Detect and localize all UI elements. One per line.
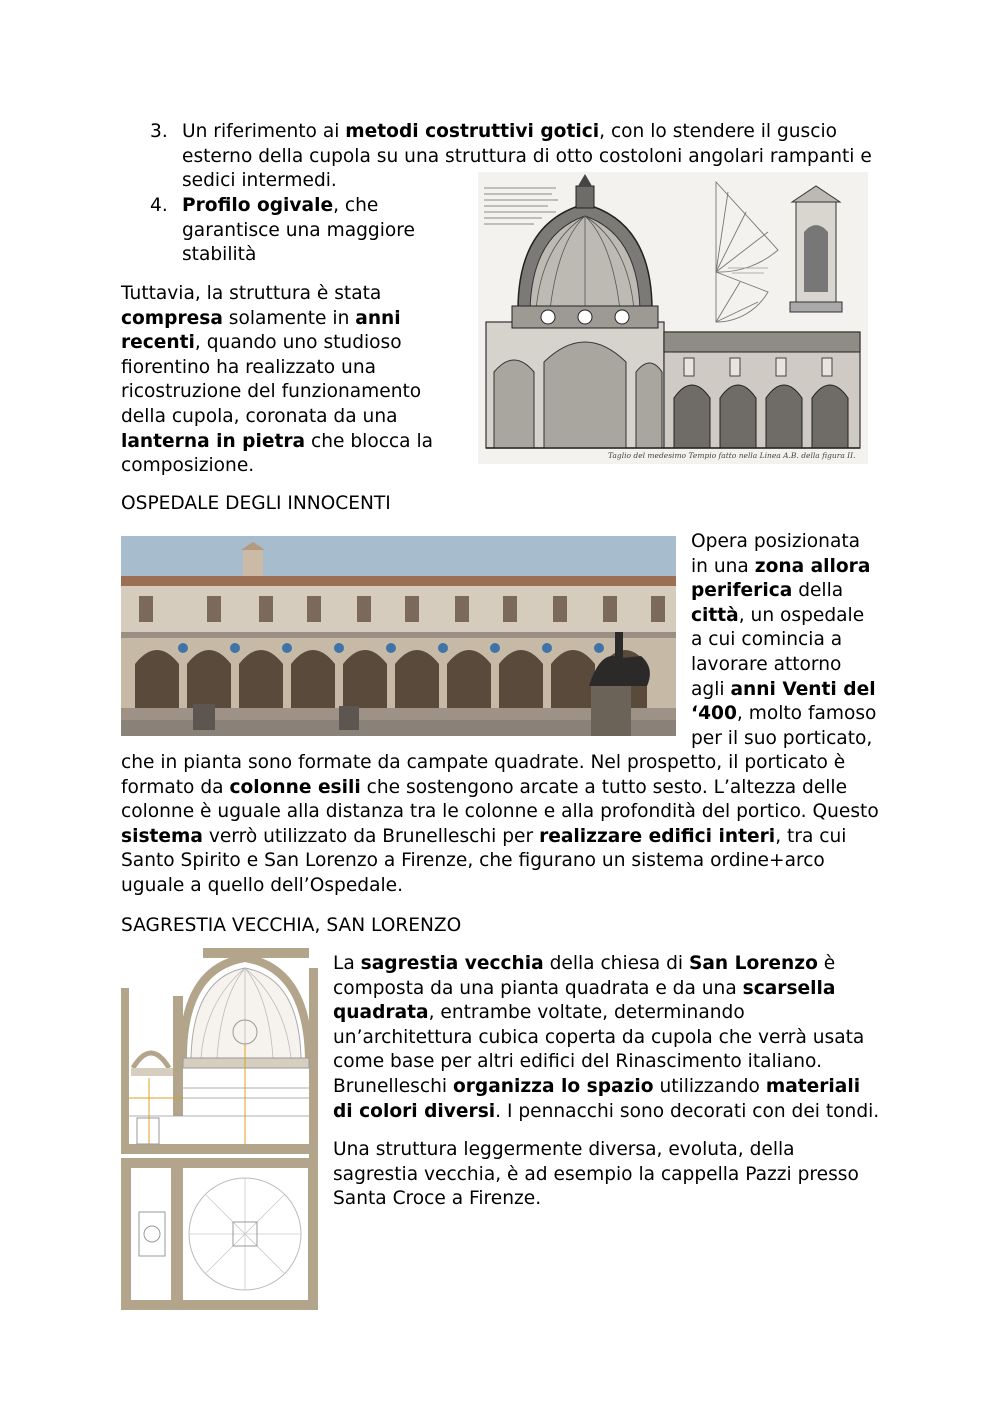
text-line: La sagrestia vecchia della chiesa di San Lorenzo è <box>333 953 836 974</box>
text-line: per il suo porticato, <box>691 727 873 749</box>
text-line: città, un ospedale <box>691 604 865 626</box>
text-line: garantisce una maggiore <box>182 219 415 241</box>
text-line: di colori diversi. I pennacchi sono decorati con dei tondi. <box>333 1100 880 1122</box>
cupola-section-engraving <box>478 172 868 464</box>
text-line: compresa solamente in anni <box>121 307 401 329</box>
list-item-4 <box>182 194 462 268</box>
text-line: lanterna in pietra che blocca la <box>121 430 434 452</box>
text-line: in una zona allora <box>691 555 871 577</box>
text-line: agli anni Venti del <box>691 678 876 700</box>
text-line: quadrata, entrambe voltate, determinando <box>333 1002 745 1024</box>
bold-text: lanterna in pietra <box>121 430 306 452</box>
sagrestia-drawing <box>121 948 318 1310</box>
text-line: formato da colonne esili che sostengono arcate a tutto sesto. L’altezza delle <box>121 776 848 798</box>
bold-text: anni <box>355 307 401 329</box>
text-line: come base per altri edifici del Rinascimento italiano. <box>333 1051 822 1073</box>
heading-ospedale: OSPEDALE DEGLI INNOCENTI <box>121 493 391 514</box>
bold-text: di colori diversi <box>333 1100 496 1122</box>
text-line: della cupola, coronata da una <box>121 405 398 427</box>
text-line: a cui comincia a <box>691 629 843 651</box>
heading-sagrestia: SAGRESTIA VECCHIA, SAN LORENZO <box>121 915 462 936</box>
text-line: ‘400, molto famoso <box>691 703 877 725</box>
cupola-paragraph <box>121 282 461 479</box>
text-line: uguale a quello dell’Ospedale. <box>121 874 403 896</box>
text-line: ricostruzione del funzionamento <box>121 381 422 403</box>
text-line: che in pianta sono formate da campate quadrate. Nel prospetto, il porticato è <box>121 752 846 773</box>
text-line: stabilità <box>182 244 257 266</box>
bold-text: sistema <box>121 825 203 847</box>
bold-text: città <box>691 604 739 626</box>
text-line: composta da una pianta quadrata e da una scarsella <box>333 977 836 999</box>
text-line: Opera posizionata <box>691 531 861 552</box>
bold-text: realizzare edifici interi <box>539 825 776 847</box>
bold-text: anni Venti del <box>730 678 876 700</box>
list-number-3: 3. <box>150 121 168 142</box>
bold-text: colonne esili <box>229 776 361 798</box>
bold-text: ‘400 <box>691 703 737 725</box>
bold-text: compresa <box>121 307 223 329</box>
text-line: composizione. <box>121 455 255 477</box>
bold-text: materiali <box>765 1075 861 1097</box>
text-line: recenti, quando uno studioso <box>121 332 402 354</box>
text-line: un’architettura cubica coperta da cupola che verrà usata <box>333 1026 865 1048</box>
ospedale-photo <box>121 536 676 736</box>
sagrestia-paragraph-2 <box>333 1138 893 1212</box>
list-number-4: 4. <box>150 195 168 216</box>
text-line: Brunelleschi organizza lo spazio utilizzando materiali <box>333 1075 861 1097</box>
bold-text: recenti <box>121 332 195 354</box>
text-line: Una struttura leggermente diversa, evoluta, della <box>333 1139 795 1160</box>
bold-text: zona allora <box>754 555 871 577</box>
bold-text: sagrestia vecchia <box>360 953 544 974</box>
bold-text: San Lorenzo <box>688 953 818 974</box>
text-line: Profilo ogivale, che <box>182 195 379 216</box>
text-line: Santa Croce a Firenze. <box>333 1188 542 1210</box>
text-line: sistema verrò utilizzato da Brunelleschi per realizzare edifici interi, tra cui <box>121 825 847 847</box>
text-line: lavorare attorno <box>691 653 842 675</box>
bold-text: quadrata <box>333 1002 429 1024</box>
bold-text: organizza lo spazio <box>452 1075 654 1097</box>
text-line: periferica della <box>691 580 844 602</box>
ospedale-side-text <box>691 530 891 751</box>
text-line: colonne è uguale alla distanza tra le colonne e alla profondità del portico. Questo <box>121 801 879 823</box>
bold-text: Profilo ogivale <box>182 195 334 216</box>
text-line: Tuttavia, la struttura è stata <box>121 283 382 304</box>
text-line: Un riferimento ai metodi costruttivi gotici, con lo stendere il guscio <box>182 121 838 142</box>
text-line: fiorentino ha realizzato una <box>121 356 377 378</box>
ospedale-full-text <box>121 751 891 899</box>
cupola-caption: Taglio del medesimo Tempio fatto nella Linea A.B. della figura II. <box>608 451 856 460</box>
bold-text: scarsella <box>742 977 836 999</box>
sagrestia-paragraph-1 <box>333 952 893 1124</box>
text-line: esterno della cupola su una struttura di otto costoloni angolari rampanti e <box>182 145 872 167</box>
text-line: Santo Spirito e San Lorenzo a Firenze, che figurano un sistema ordine+arco <box>121 850 825 872</box>
bold-text: metodi costruttivi gotici <box>345 121 600 142</box>
text-line: sedici intermedi. <box>182 170 337 192</box>
text-line: sagrestia vecchia, è ad esempio la cappella Pazzi presso <box>333 1163 859 1185</box>
bold-text: periferica <box>691 580 793 602</box>
